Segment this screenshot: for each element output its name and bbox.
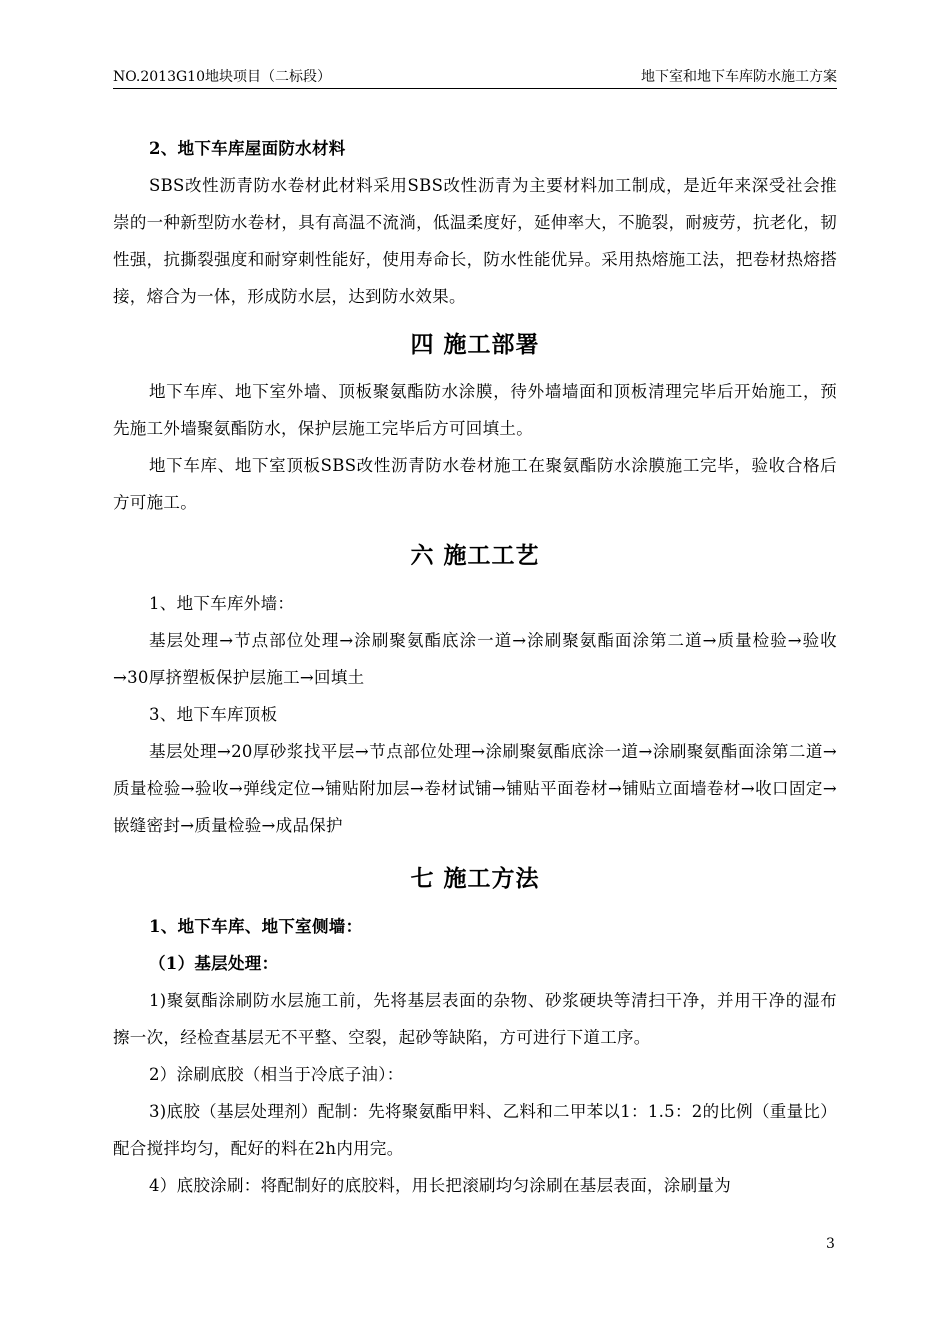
method-subheading-1-1: （1）基层处理： <box>149 954 279 973</box>
process-item3-flow: 基层处理→20厚砂浆找平层→节点部位处理→涂刷聚氨酯底涂一道→涂刷聚氨酯面涂第二道→质量检验→验收→弹线定位→铺贴附加层→卷材试铺→铺贴平面卷材→铺贴立面墙卷材→收口固定→嵌缝密封→质量检验→成品保护 <box>113 742 837 835</box>
method-paragraph-3: 3)底胶（基层处理剂）配制：先将聚氨酯甲料、乙料和二甲苯以1：1.5：2的比例（重量比）配合搅拌均匀，配好的料在2h内用完。 <box>113 1102 837 1158</box>
section-title-process: 六 施工工艺 <box>410 542 540 569</box>
process-item1-heading: 1、地下车库外墙： <box>149 594 295 613</box>
method-subheading-1: 1、地下车库、地下室侧墙： <box>149 917 363 936</box>
deployment-paragraph-2: 地下车库、地下室顶板SBS改性沥青防水卷材施工在聚氨酯防水涂膜施工完毕，验收合格后方可施工。 <box>113 456 837 512</box>
material-heading: 2、地下车库屋面防水材料 <box>149 139 346 158</box>
header-project-name: NO.2013G10地块项目（二标段） <box>113 69 331 85</box>
process-item1-flow: 基层处理→节点部位处理→涂刷聚氨酯底涂一道→涂刷聚氨酯面涂第二道→质量检验→验收→30厚挤塑板保护层施工→回填土 <box>113 631 837 687</box>
process-item3-heading: 3、地下车库顶板 <box>149 705 278 724</box>
material-paragraph: SBS改性沥青防水卷材此材料采用SBS改性沥青为主要材料加工制成，是近年来深受社会推崇的一种新型防水卷材，具有高温不流淌，低温柔度好，延伸率大，不脆裂，耐疲劳，抗老化，韧性强，抗撕裂强度和耐穿刺性能好，使用寿命长，防水性能优异。采用热熔施工法，把卷材热熔搭接，熔合为一体，形成防水层，达到防水效果。 <box>113 176 837 306</box>
section-title-deployment: 四 施工部署 <box>410 331 540 358</box>
page-header <box>113 66 837 89</box>
header-document-title: 地下室和地下车库防水施工方案 <box>641 69 837 85</box>
deployment-paragraph-1: 地下车库、地下室外墙、顶板聚氨酯防水涂膜，待外墙墙面和顶板清理完毕后开始施工，预先施工外墙聚氨酯防水，保护层施工完毕后方可回填土。 <box>113 382 837 438</box>
document-body <box>113 130 837 1204</box>
page-number: 3 <box>826 1236 835 1252</box>
method-paragraph-1: 1)聚氨酯涂刷防水层施工前，先将基层表面的杂物、砂浆硬块等清扫干净，并用干净的湿布擦一次，经检查基层无不平整、空裂，起砂等缺陷，方可进行下道工序。 <box>113 991 837 1047</box>
method-paragraph-4: 4）底胶涂刷：将配制好的底胶料，用长把滚刷均匀涂刷在基层表面，涂刷量为 <box>149 1176 731 1195</box>
method-paragraph-2: 2）涂刷底胶（相当于冷底子油）： <box>149 1065 404 1084</box>
section-title-method: 七 施工方法 <box>410 865 540 892</box>
